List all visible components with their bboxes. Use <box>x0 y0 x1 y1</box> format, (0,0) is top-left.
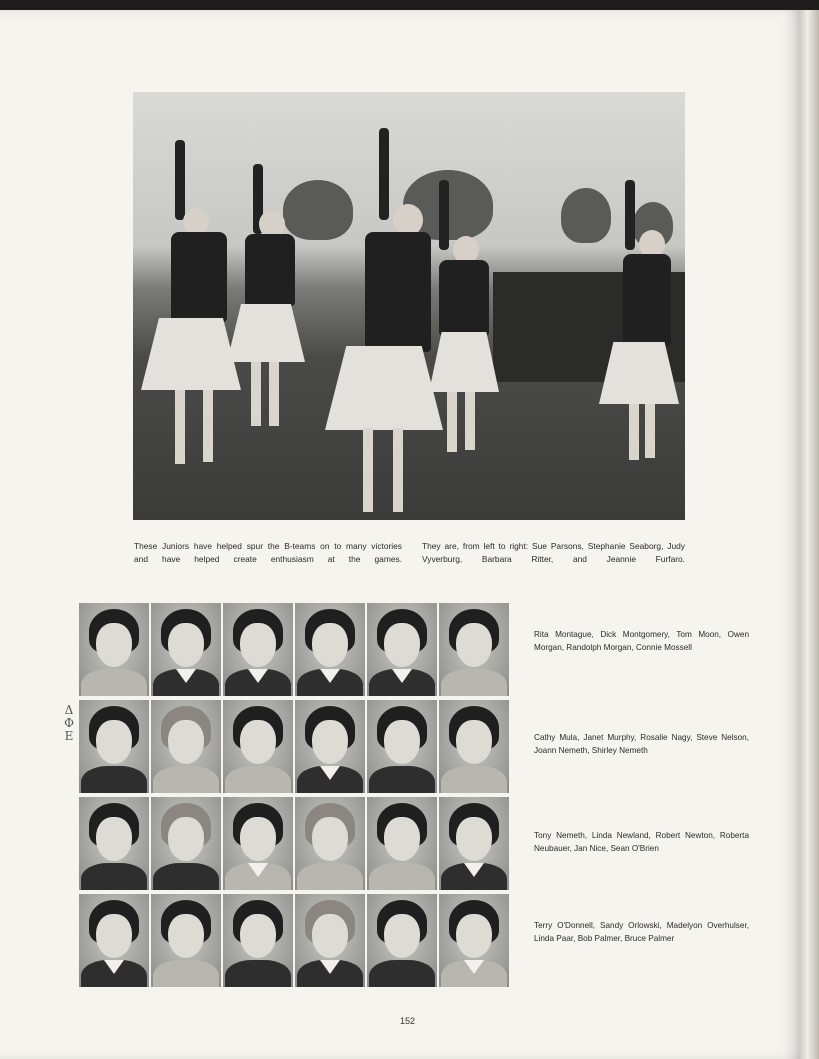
student-portrait <box>367 894 437 987</box>
photo-caption-left: These Juniors have helped spur the B-teams on to many victories and have helped create enthusiasm at the games. <box>134 541 402 564</box>
student-portrait <box>295 700 365 793</box>
student-portrait <box>151 894 221 987</box>
fraternity-letters <box>62 704 76 743</box>
student-portrait <box>367 603 437 696</box>
student-portrait <box>367 797 437 890</box>
student-portrait <box>151 603 221 696</box>
cheerleaders-photo <box>133 92 685 520</box>
book-spine <box>800 10 819 1059</box>
student-portrait <box>79 797 149 890</box>
student-portrait <box>223 797 293 890</box>
student-portrait <box>223 603 293 696</box>
student-portrait <box>367 700 437 793</box>
student-portrait <box>79 894 149 987</box>
portrait-grid <box>79 603 510 987</box>
student-portrait <box>79 700 149 793</box>
student-portrait <box>295 603 365 696</box>
student-portrait <box>439 700 509 793</box>
student-portrait <box>223 894 293 987</box>
student-portrait <box>439 894 509 987</box>
photo-caption-right: They are, from left to right: Sue Parsons, Stephanie Seaborg, Judy Vyverburg, Barbara Ritter, and Jeannie Furfaro. <box>422 541 685 564</box>
student-portrait <box>151 797 221 890</box>
student-portrait <box>151 700 221 793</box>
portrait-row-names: Terry O'Donnell, Sandy Orlowski, Madelyon Overhulser, Linda Paar, Bob Palmer, Bruce Palmer <box>534 921 749 943</box>
student-portrait <box>223 700 293 793</box>
student-portrait <box>295 894 365 987</box>
portrait-row-names: Rita Montague, Dick Montgomery, Tom Moon, Owen Morgan, Randolph Morgan, Connie Mossell <box>534 630 749 652</box>
fraternity-letter: Φ <box>64 716 74 730</box>
fraternity-letter: Δ <box>64 703 74 717</box>
page-number: 152 <box>400 1016 416 1026</box>
student-portrait <box>79 603 149 696</box>
portrait-row-names: Tony Nemeth, Linda Newland, Robert Newton, Roberta Neubauer, Jan Nice, Sean O'Brien <box>534 831 749 853</box>
portrait-row-names: Cathy Mula, Janet Murphy, Rosalie Nagy, Steve Nelson, Joann Nemeth, Shirley Nemeth <box>534 733 749 755</box>
student-portrait <box>295 797 365 890</box>
fraternity-letter: E <box>64 729 74 743</box>
student-portrait <box>439 797 509 890</box>
student-portrait <box>439 603 509 696</box>
